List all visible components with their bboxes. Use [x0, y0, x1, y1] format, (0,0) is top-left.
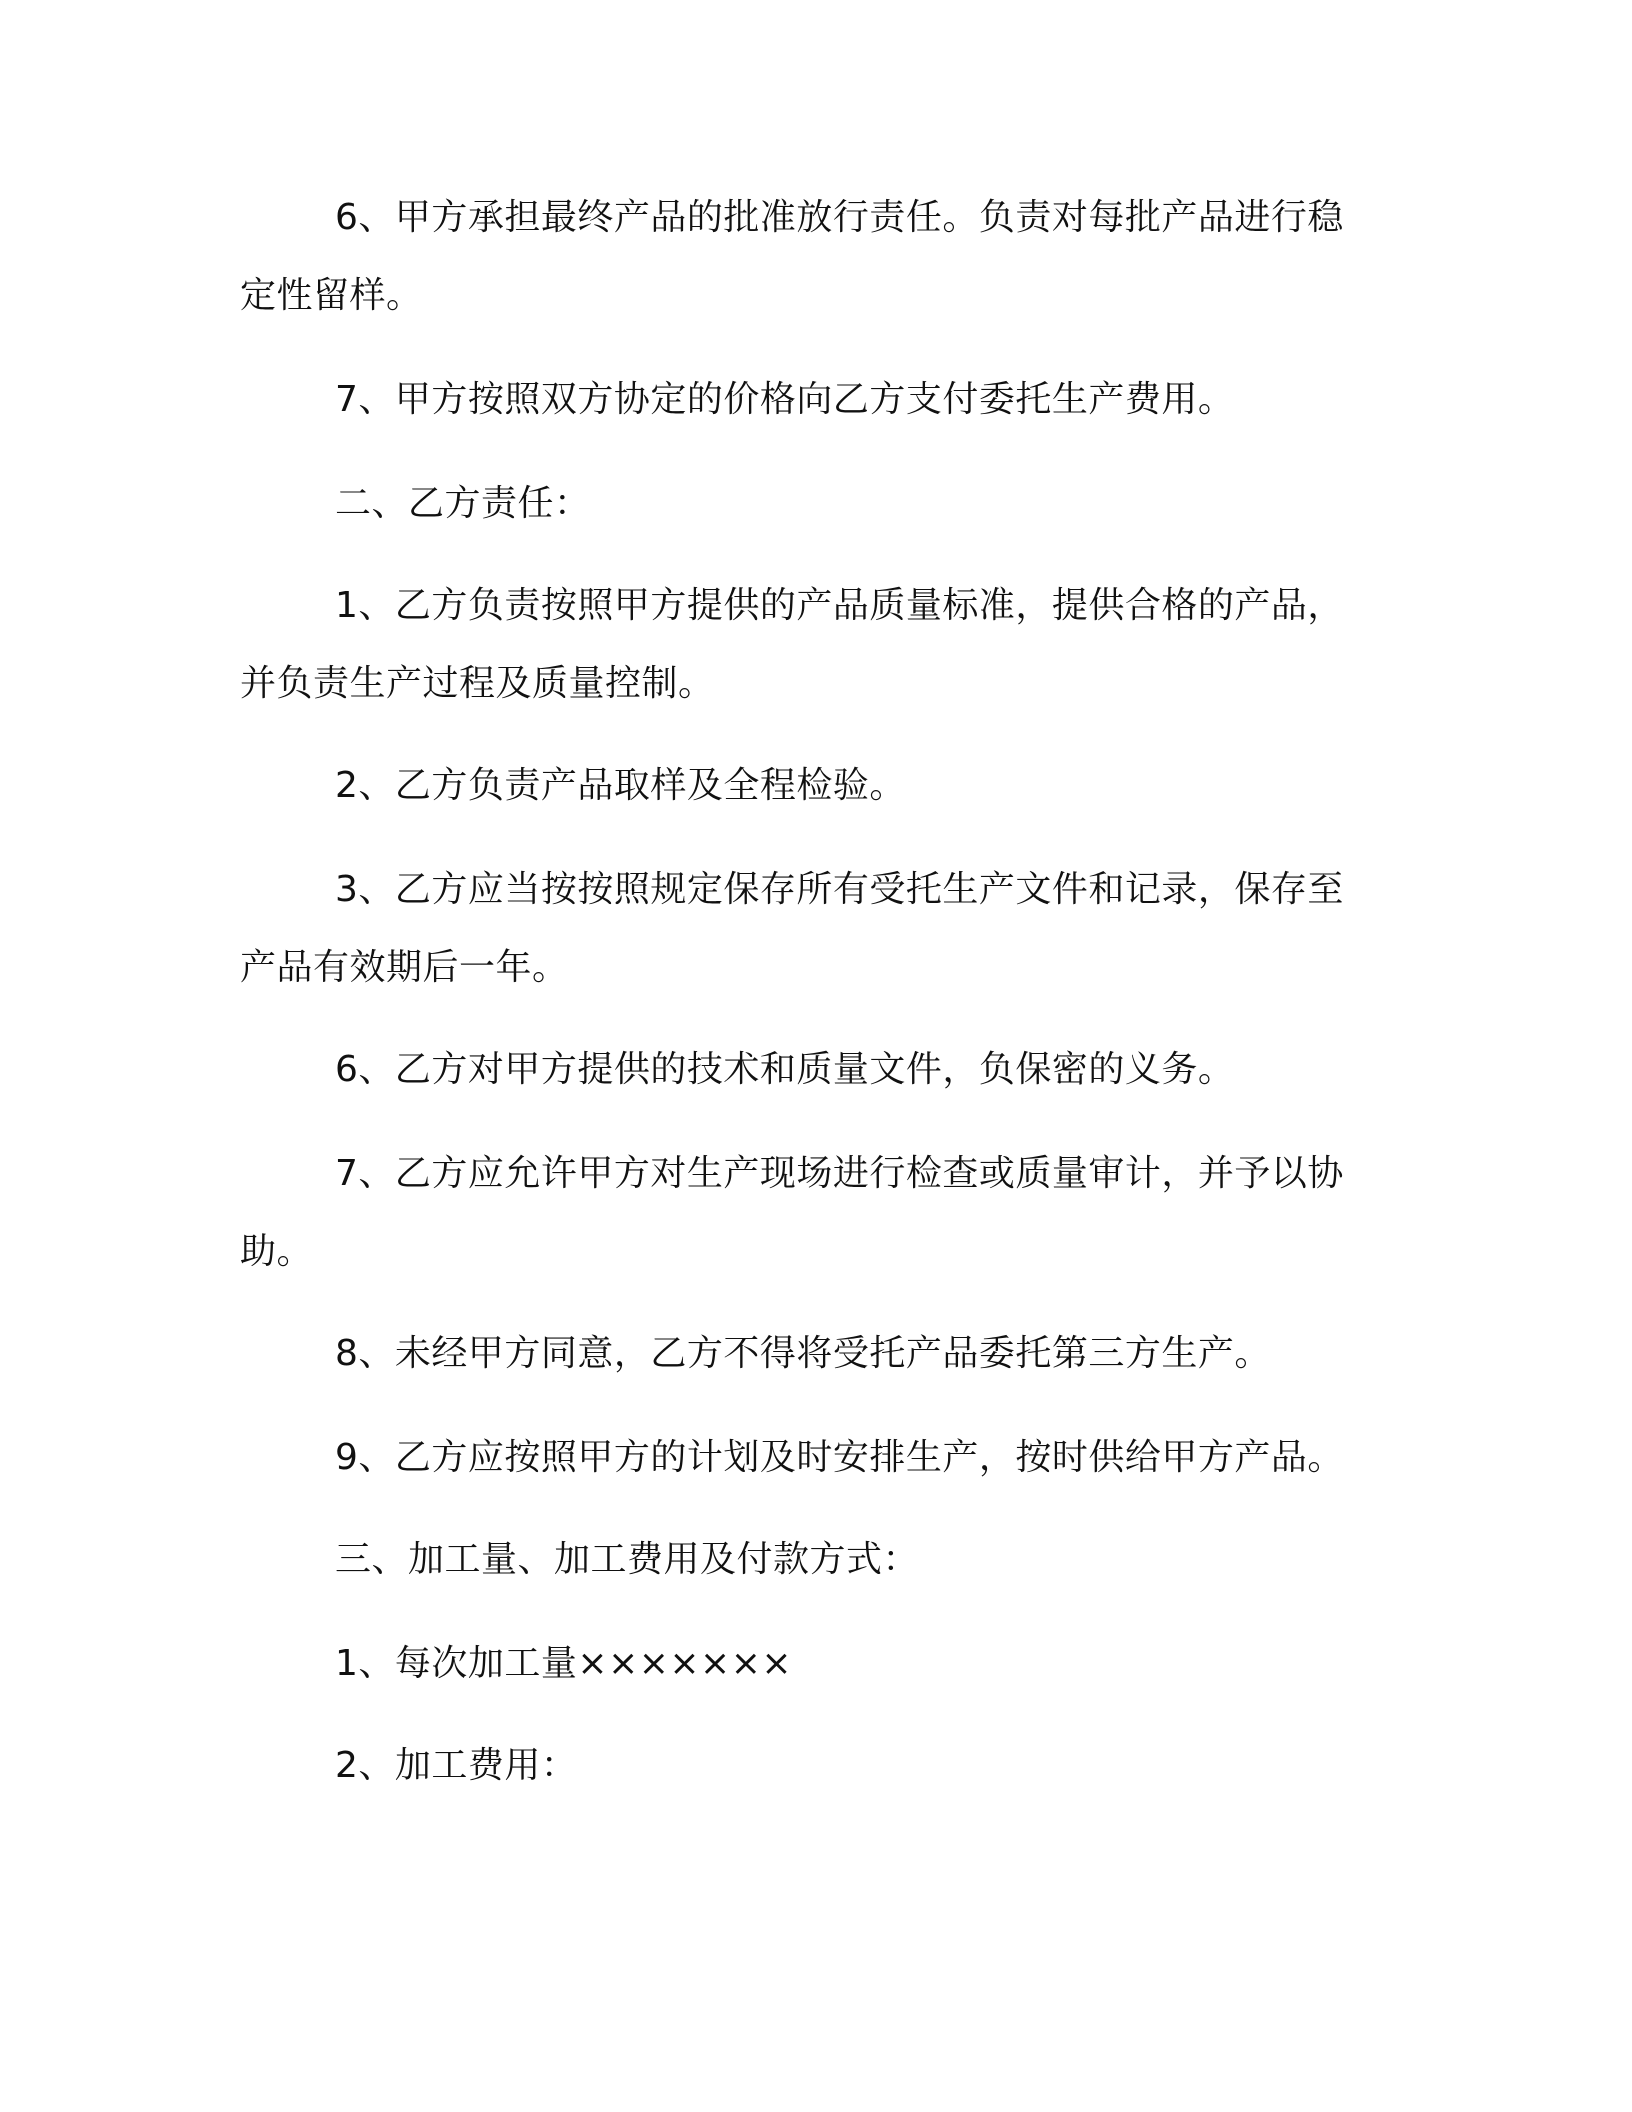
text-line: 3、乙方应当按按照规定保存所有受托生产文件和记录，保存至 [335, 869, 1344, 910]
section-heading: 三、加工量、加工费用及付款方式： [335, 1539, 920, 1580]
text-line: 定性留样。 [240, 275, 423, 316]
text-line: 2、乙方负责产品取样及全程检验。 [335, 765, 906, 806]
text-line: 助。 [240, 1231, 314, 1272]
text-line: 并负责生产过程及质量控制。 [240, 663, 715, 704]
text-line: 8、未经甲方同意，乙方不得将受托产品委托第三方生产。 [335, 1333, 1271, 1374]
text-line: 7、乙方应允许甲方对生产现场进行检查或质量审计，并予以协 [335, 1153, 1344, 1194]
text-line: 1、每次加工量××××××× [335, 1643, 793, 1684]
text-line: 2、加工费用： [335, 1745, 578, 1786]
text-line: 产品有效期后一年。 [240, 947, 569, 988]
text-line: 6、甲方承担最终产品的批准放行责任。负责对每批产品进行稳 [335, 197, 1344, 238]
section-heading: 二、乙方责任： [335, 483, 591, 524]
text-line: 7、甲方按照双方协定的价格向乙方支付委托生产费用。 [335, 379, 1235, 420]
text-line: 9、乙方应按照甲方的计划及时安排生产，按时供给甲方产品。 [335, 1437, 1344, 1478]
text-line: 1、乙方负责按照甲方提供的产品质量标准，提供合格的产品， [335, 585, 1344, 626]
text-line: 6、乙方对甲方提供的技术和质量文件，负保密的义务。 [335, 1049, 1235, 1090]
